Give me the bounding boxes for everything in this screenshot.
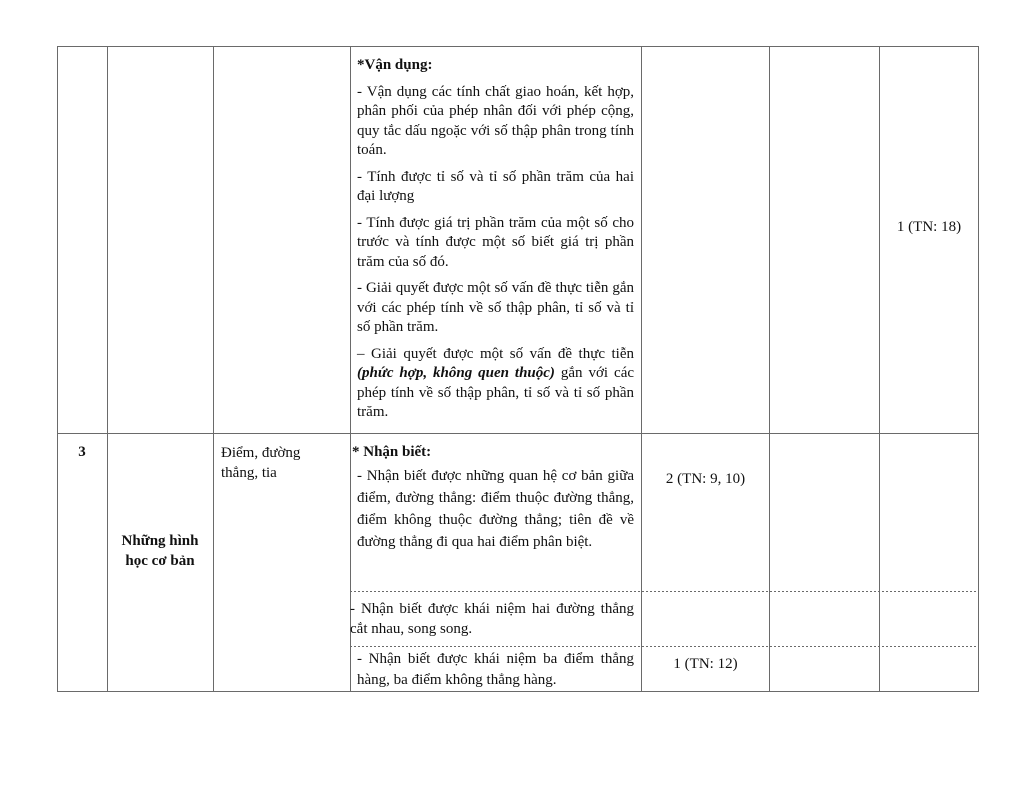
score-nhan-biet-1: 2 (TN: 9, 10) bbox=[665, 471, 746, 487]
col-border bbox=[107, 46, 108, 692]
topic-cell: Những hình học cơ bản bbox=[121, 533, 199, 569]
subrow-divider bbox=[350, 591, 978, 592]
text-end: gắn với các phép tính về số thập phân, tỉ số và tỉ số phần trăm. bbox=[357, 365, 635, 420]
col-border bbox=[350, 46, 351, 692]
nhan-biet-item: - Nhận biết được khái niệm ba điểm thẳng hàng, ba điểm không thẳng hàng. bbox=[357, 651, 634, 688]
van-dung-item: - Giải quyết được một số vấn đề thực tiễn gắn với các phép tính về số thập phân, tỉ số và tỉ số phần trăm. bbox=[357, 280, 634, 335]
content-cell: Điểm, đường thẳng, tia bbox=[221, 445, 301, 481]
col-border bbox=[641, 46, 642, 692]
van-dung-item-last bbox=[357, 345, 634, 423]
table-top-border bbox=[57, 46, 978, 47]
text-start: – Giải quyết được một số vấn đề thực tiễn bbox=[357, 345, 634, 362]
nhan-biet-item: - Nhận biết được những quan hệ cơ bản giữa điểm, đường thẳng: điểm thuộc đường thẳng, điểm không thuộc đường thẳng; tiên đề về đường thẳng đi qua hai điểm phân biệt. bbox=[357, 467, 634, 550]
col-border bbox=[978, 46, 979, 692]
table-bottom-border bbox=[57, 691, 978, 692]
nhan-biet-item: - Nhận biết được khái niệm hai đường thẳng cắt nhau, song song. bbox=[350, 601, 634, 637]
col-border bbox=[769, 46, 770, 692]
score-van-dung: 1 (TN: 18) bbox=[896, 219, 962, 235]
col-border bbox=[213, 46, 214, 692]
nhan-biet-heading: * Nhận biết: bbox=[352, 444, 432, 460]
van-dung-item: - Tính được giá trị phần trăm của một số cho trước và tính được một số biết giá trị phần trăm của số đó. bbox=[357, 214, 634, 270]
score-nhan-biet-3: 1 (TN: 12) bbox=[673, 656, 738, 672]
van-dung-cell bbox=[357, 56, 634, 430]
nhan-biet-cell bbox=[352, 443, 634, 553]
van-dung-item: - Tính được tỉ số và tỉ số phần trăm của hai đại lượng bbox=[357, 168, 634, 204]
row-number: 3 bbox=[78, 444, 86, 460]
text-emphasis: (phức hợp, không quen thuộc) bbox=[357, 365, 555, 381]
row-divider bbox=[57, 433, 978, 434]
van-dung-heading: *Vận dụng: bbox=[357, 57, 433, 73]
van-dung-item: - Vận dụng các tính chất giao hoán, kết hợp, phân phối của phép nhân đối với phép cộng, quy tắc dấu ngoặc với số thập phân trong tính toán. bbox=[357, 83, 634, 158]
col-border bbox=[57, 46, 58, 692]
subrow-divider bbox=[350, 646, 978, 647]
col-border bbox=[879, 46, 880, 692]
